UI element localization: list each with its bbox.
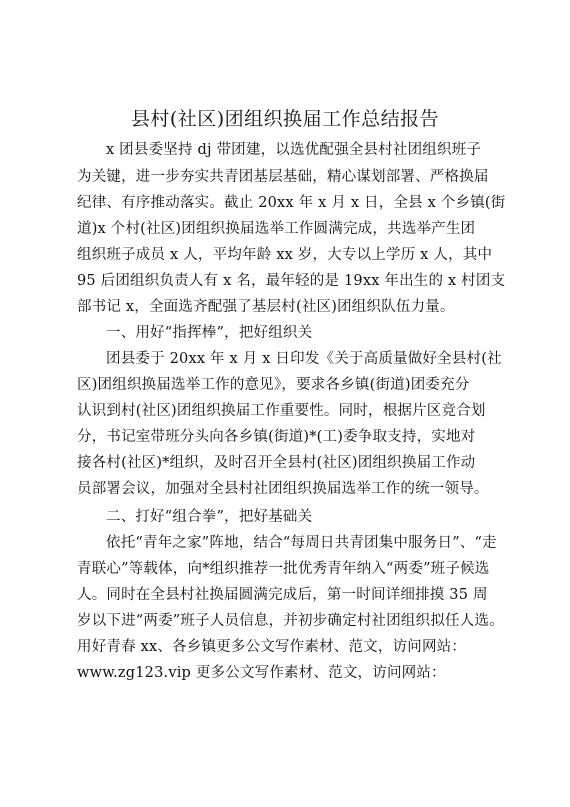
paragraph-line: x 团县委坚持 dj 带团建，以选优配强全县村社团组织班子 <box>106 142 482 158</box>
paragraph-line: 接各村(社区)*组织，及时召开全县村(社区)团组织换届工作动 <box>77 455 476 471</box>
paragraph-line: 分，书记室带班分头向各乡镇(街道)*(工)委争取支持，实地对 <box>77 429 476 445</box>
paragraph-line: 岁以下进“两委”班子人员信息，并初步确定村社团组织拟任人选。 <box>77 613 504 629</box>
paragraph-line: 纪律、有序推动落实。截止 20xx 年 x 月 x 日，全县 x 个乡镇(街 <box>77 195 506 211</box>
paragraph-line: 依托“青年之家”阵地，结合“每周日共青团集中服务日”、“走 <box>106 535 497 551</box>
paragraph-line: 用好青春 xx、各乡镇更多公文写作素材、范文，访问网站： <box>77 639 467 655</box>
paragraph-line: www.zg123.vip 更多公文写作素材、范文，访问网站： <box>77 665 446 681</box>
paragraph-line: 组织班子成员 x 人，平均年龄 xx 岁，大专以上学历 x 人，其中 <box>77 247 493 263</box>
paragraph-line: 青联心”等载体，向*组织推荐一批优秀青年纳入“两委”班子候选 <box>77 561 490 577</box>
paragraph-line: 道)x 个村(社区)团组织换届选举工作圆满完成，共选举产生团 <box>77 221 476 237</box>
paragraph-line: 团县委于 20xx 年 x 月 x 日印发《关于高质量做好全县村(社 <box>106 351 502 367</box>
section-heading: 二、打好“组合拳”，把好基础关 <box>106 509 313 525</box>
paragraph-line: 认识到村(社区)团组织换届工作重要性。同时，根据片区竞合划 <box>77 403 486 419</box>
paragraph-line: 员部署会议，加强对全县村社团组织换届选举工作的统一领导。 <box>77 481 489 497</box>
document-title: 县村(社区)团组织换届工作总结报告 <box>130 108 440 130</box>
paragraph-line: 区)团组织换届选举工作的意见》，要求各乡镇(街道)团委充分 <box>77 377 470 393</box>
paragraph-line: 人。同时在全县村社换届圆满完成后，第一时间详细排摸 35 周 <box>77 587 488 603</box>
paragraph-line: 为关键，进一步夯实共青团基层基础，精心谋划部署、严格换届 <box>77 169 489 185</box>
paragraph-line: 部书记 x，全面选齐配强了基层村(社区)团组织队伍力量。 <box>77 299 455 315</box>
paragraph-line: 95 后团组织负责人有 x 名，最年轻的是 19xx 年出生的 x 村团支 <box>77 273 506 289</box>
section-heading: 一、用好“指挥棒”，把好组织关 <box>106 325 313 341</box>
